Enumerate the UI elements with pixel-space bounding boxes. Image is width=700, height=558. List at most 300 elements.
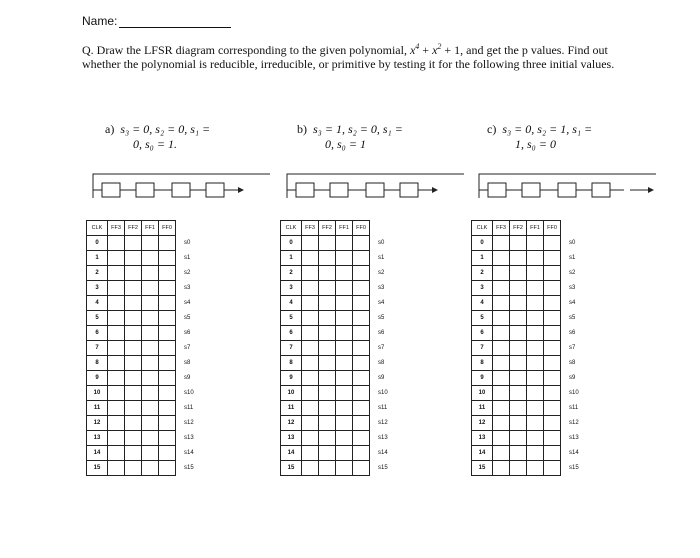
ff-cell[interactable] <box>493 431 510 446</box>
ff-cell[interactable] <box>493 401 510 416</box>
header-ff3: FF3 <box>493 221 510 236</box>
ff-cell[interactable] <box>142 461 159 476</box>
ff-cell[interactable] <box>527 236 544 251</box>
s-label: s13 <box>378 435 388 441</box>
ff-cell[interactable] <box>493 416 510 431</box>
ff-cell[interactable] <box>353 281 370 296</box>
ff-cell[interactable] <box>510 266 527 281</box>
ff-cell[interactable] <box>336 401 353 416</box>
ff-cell[interactable] <box>544 416 561 431</box>
poly-x4-base: x <box>409 43 416 57</box>
ff-cell[interactable] <box>527 266 544 281</box>
ff-cell[interactable] <box>510 371 527 386</box>
clk-cell: 12 <box>87 416 108 431</box>
ff-cell[interactable] <box>142 236 159 251</box>
ff-cell[interactable] <box>544 431 561 446</box>
ff-cell[interactable] <box>319 236 336 251</box>
ff-cell[interactable] <box>302 341 319 356</box>
ff-cell[interactable] <box>544 236 561 251</box>
ff-cell[interactable] <box>336 431 353 446</box>
ff-cell[interactable] <box>142 401 159 416</box>
ff-cell[interactable] <box>353 461 370 476</box>
ff-cell[interactable] <box>544 281 561 296</box>
ff-cell[interactable] <box>302 326 319 341</box>
ff-cell[interactable] <box>159 416 176 431</box>
ff-cell[interactable] <box>159 251 176 266</box>
ff-cell[interactable] <box>510 236 527 251</box>
ff-cell[interactable] <box>353 446 370 461</box>
table-row <box>472 416 594 431</box>
clk-cell: 7 <box>472 341 493 356</box>
ff-cell[interactable] <box>353 416 370 431</box>
ff-cell[interactable] <box>302 446 319 461</box>
ff-cell[interactable] <box>142 311 159 326</box>
ff-cell[interactable] <box>125 371 142 386</box>
ff-cell[interactable] <box>544 266 561 281</box>
header-ff2: FF2 <box>319 221 336 236</box>
ff-cell[interactable] <box>319 341 336 356</box>
ff-cell[interactable] <box>544 386 561 401</box>
poly-x4-exp: 4 <box>415 42 420 51</box>
lfsr-diagram-a <box>88 170 278 200</box>
ff-cell[interactable] <box>510 311 527 326</box>
ff-cell[interactable] <box>159 431 176 446</box>
table-row <box>87 386 209 401</box>
ff-cell[interactable] <box>527 281 544 296</box>
ff-cell[interactable] <box>302 371 319 386</box>
table-row <box>281 371 403 386</box>
part-a <box>105 122 275 152</box>
ff-cell[interactable] <box>159 401 176 416</box>
ff-cell[interactable] <box>108 386 125 401</box>
table-row <box>87 311 209 326</box>
ff-cell[interactable] <box>319 281 336 296</box>
ff-cell[interactable] <box>302 311 319 326</box>
s-label: s12 <box>569 420 579 426</box>
ff-cell[interactable] <box>353 311 370 326</box>
ff-cell[interactable] <box>108 251 125 266</box>
ff-cell[interactable] <box>353 371 370 386</box>
ff-cell[interactable] <box>353 431 370 446</box>
ff-cell[interactable] <box>527 371 544 386</box>
ff-cell[interactable] <box>108 326 125 341</box>
ff-cell[interactable] <box>302 416 319 431</box>
ff-cell[interactable] <box>527 311 544 326</box>
ff-cell[interactable] <box>353 386 370 401</box>
ff-cell[interactable] <box>319 251 336 266</box>
ff-cell[interactable] <box>108 296 125 311</box>
ff-cell[interactable] <box>336 461 353 476</box>
s-label: s3 <box>184 285 191 291</box>
s-label: s6 <box>378 330 385 336</box>
ff-cell[interactable] <box>510 446 527 461</box>
s-label: s1 <box>184 255 191 261</box>
ff-cell[interactable] <box>108 416 125 431</box>
ff-cell[interactable] <box>108 236 125 251</box>
clk-cell: 8 <box>472 356 493 371</box>
header-row <box>281 221 403 236</box>
ff-cell[interactable] <box>493 326 510 341</box>
ff-cell[interactable] <box>544 371 561 386</box>
ff-cell[interactable] <box>159 371 176 386</box>
part-b-line1: s₃ = 1, s₂ = 0, s₁ = <box>313 122 403 136</box>
ff-cell[interactable] <box>544 311 561 326</box>
table-row <box>281 326 403 341</box>
s-label: s11 <box>569 405 579 411</box>
ff0-box <box>206 183 224 197</box>
ff-cell[interactable] <box>142 386 159 401</box>
ff-cell[interactable] <box>125 311 142 326</box>
ff-cell[interactable] <box>159 311 176 326</box>
ff-cell[interactable] <box>336 446 353 461</box>
ff-cell[interactable] <box>142 341 159 356</box>
clk-cell: 4 <box>281 296 302 311</box>
ff-cell[interactable] <box>142 371 159 386</box>
ff-cell[interactable] <box>142 251 159 266</box>
s-label: s7 <box>378 345 385 351</box>
ff-cell[interactable] <box>125 416 142 431</box>
ff-cell[interactable] <box>510 356 527 371</box>
ff-cell[interactable] <box>544 356 561 371</box>
ff-cell[interactable] <box>336 386 353 401</box>
header-ff3: FF3 <box>108 221 125 236</box>
ff-cell[interactable] <box>159 341 176 356</box>
part-c <box>487 122 657 152</box>
header-ff1: FF1 <box>336 221 353 236</box>
s-label: s0 <box>378 240 385 246</box>
ff-cell[interactable] <box>527 416 544 431</box>
ff-cell[interactable] <box>336 296 353 311</box>
table-row <box>281 251 403 266</box>
ff-cell[interactable] <box>159 296 176 311</box>
state-table-c <box>471 220 594 476</box>
clk-cell: 14 <box>472 446 493 461</box>
ff-cell[interactable] <box>302 461 319 476</box>
clk-cell: 11 <box>472 401 493 416</box>
s-label: s8 <box>569 360 576 366</box>
ff-cell[interactable] <box>108 371 125 386</box>
table-row <box>87 296 209 311</box>
clk-cell: 12 <box>472 416 493 431</box>
s-label: s0 <box>569 240 576 246</box>
ff-cell[interactable] <box>527 296 544 311</box>
ff-cell[interactable] <box>142 446 159 461</box>
header-spacer <box>176 221 209 236</box>
clk-cell: 6 <box>87 326 108 341</box>
ff-cell[interactable] <box>493 281 510 296</box>
header-ff0: FF0 <box>353 221 370 236</box>
table-row <box>281 416 403 431</box>
clk-cell: 6 <box>281 326 302 341</box>
ff-cell[interactable] <box>353 341 370 356</box>
ff-cell[interactable] <box>142 296 159 311</box>
ff-cell[interactable] <box>353 266 370 281</box>
ff-cell[interactable] <box>108 401 125 416</box>
clk-cell: 13 <box>281 431 302 446</box>
clk-cell: 10 <box>87 386 108 401</box>
name-label: Name: <box>82 14 118 28</box>
table-row <box>281 461 403 476</box>
ff-cell[interactable] <box>108 266 125 281</box>
ff-cell[interactable] <box>544 251 561 266</box>
ff-cell[interactable] <box>527 326 544 341</box>
header-ff0: FF0 <box>159 221 176 236</box>
question-suffix: , and get the p values. Find out whether the polynomial is reducible, irreducible, or primitive by testing it for the following three initial values. <box>82 43 615 71</box>
ff-cell[interactable] <box>353 356 370 371</box>
poly-plus: + <box>419 43 433 57</box>
ff-cell[interactable] <box>493 266 510 281</box>
clk-cell: 13 <box>87 431 108 446</box>
ff-cell[interactable] <box>159 461 176 476</box>
ff-cell[interactable] <box>125 446 142 461</box>
ff-cell[interactable] <box>336 416 353 431</box>
ff-cell[interactable] <box>302 431 319 446</box>
ff-cell[interactable] <box>510 461 527 476</box>
ff-cell[interactable] <box>125 296 142 311</box>
ff-cell[interactable] <box>544 461 561 476</box>
table-row <box>472 266 594 281</box>
ff-cell[interactable] <box>159 236 176 251</box>
ff-cell[interactable] <box>544 296 561 311</box>
ff-cell[interactable] <box>302 356 319 371</box>
ff-cell[interactable] <box>336 236 353 251</box>
part-a-line1: s₃ = 0, s₂ = 0, s₁ = <box>120 122 211 136</box>
ff-cell[interactable] <box>319 266 336 281</box>
ff-cell[interactable] <box>353 296 370 311</box>
ff-cell[interactable] <box>544 326 561 341</box>
s-label: s3 <box>569 285 576 291</box>
ff-cell[interactable] <box>336 356 353 371</box>
s-label: s4 <box>569 300 576 306</box>
clk-cell: 2 <box>472 266 493 281</box>
table-row <box>472 401 594 416</box>
ff-cell[interactable] <box>108 356 125 371</box>
clk-cell: 5 <box>281 311 302 326</box>
ff-cell[interactable] <box>142 356 159 371</box>
ff-cell[interactable] <box>527 341 544 356</box>
ff-cell[interactable] <box>336 341 353 356</box>
ff-cell[interactable] <box>108 431 125 446</box>
ff-cell[interactable] <box>319 386 336 401</box>
clk-cell: 1 <box>472 251 493 266</box>
s-label: s10 <box>184 390 194 396</box>
ff-cell[interactable] <box>302 281 319 296</box>
ff-cell[interactable] <box>125 266 142 281</box>
header-ff2: FF2 <box>125 221 142 236</box>
s-label: s13 <box>184 435 194 441</box>
ff-cell[interactable] <box>493 386 510 401</box>
ff-cell[interactable] <box>510 401 527 416</box>
ff-cell[interactable] <box>353 401 370 416</box>
table-row <box>281 236 403 251</box>
ff-cell[interactable] <box>142 281 159 296</box>
ff-cell[interactable] <box>353 251 370 266</box>
ff-cell[interactable] <box>302 296 319 311</box>
lfsr-diagram-b <box>282 170 472 200</box>
ff-cell[interactable] <box>493 236 510 251</box>
ff-cell[interactable] <box>142 326 159 341</box>
name-row <box>82 14 231 28</box>
question-prefix: Q. Draw the LFSR diagram corresponding to the given polynomial, <box>82 43 410 57</box>
table-row <box>472 341 594 356</box>
s-label: s8 <box>184 360 191 366</box>
ff-cell[interactable] <box>142 431 159 446</box>
s-label: s9 <box>569 375 576 381</box>
ff-cell[interactable] <box>125 431 142 446</box>
ff-cell[interactable] <box>544 401 561 416</box>
ff-cell[interactable] <box>159 326 176 341</box>
table-row <box>87 371 209 386</box>
clk-cell: 3 <box>87 281 108 296</box>
ff-cell[interactable] <box>302 401 319 416</box>
ff-cell[interactable] <box>159 446 176 461</box>
ff-cell[interactable] <box>527 386 544 401</box>
question-text <box>82 40 642 71</box>
ff-cell[interactable] <box>527 401 544 416</box>
ff-cell[interactable] <box>527 356 544 371</box>
ff-cell[interactable] <box>527 431 544 446</box>
clk-cell: 4 <box>472 296 493 311</box>
output-arrow <box>238 187 244 193</box>
table-row <box>87 431 209 446</box>
ff-cell[interactable] <box>159 266 176 281</box>
ff-cell[interactable] <box>319 446 336 461</box>
name-blank-line[interactable] <box>119 15 231 28</box>
ff2-box <box>136 183 154 197</box>
ff-cell[interactable] <box>510 296 527 311</box>
ff-cell[interactable] <box>336 311 353 326</box>
ff-cell[interactable] <box>319 371 336 386</box>
table-row <box>472 251 594 266</box>
table-row <box>281 296 403 311</box>
s-label: s7 <box>184 345 191 351</box>
ff-cell[interactable] <box>527 251 544 266</box>
ff-cell[interactable] <box>125 341 142 356</box>
ff-cell[interactable] <box>527 446 544 461</box>
table-row <box>472 461 594 476</box>
s-label: s1 <box>569 255 576 261</box>
table-row <box>87 281 209 296</box>
ff-cell[interactable] <box>510 416 527 431</box>
ff-cell[interactable] <box>125 236 142 251</box>
table-row <box>87 341 209 356</box>
ff-cell[interactable] <box>108 341 125 356</box>
ff-cell[interactable] <box>493 311 510 326</box>
ff-cell[interactable] <box>319 326 336 341</box>
ff-cell[interactable] <box>319 401 336 416</box>
ff-cell[interactable] <box>544 341 561 356</box>
ff-cell[interactable] <box>493 371 510 386</box>
ff-cell[interactable] <box>319 461 336 476</box>
header-ff3: FF3 <box>302 221 319 236</box>
ff-cell[interactable] <box>319 416 336 431</box>
ff-cell[interactable] <box>108 461 125 476</box>
ff-cell[interactable] <box>336 371 353 386</box>
header-ff2: FF2 <box>510 221 527 236</box>
ff-cell[interactable] <box>125 326 142 341</box>
ff-cell[interactable] <box>125 281 142 296</box>
table-row <box>472 326 594 341</box>
ff-cell[interactable] <box>336 281 353 296</box>
ff-cell[interactable] <box>510 326 527 341</box>
poly-tail: + 1 <box>441 43 461 57</box>
ff-cell[interactable] <box>353 326 370 341</box>
ff-cell[interactable] <box>302 236 319 251</box>
ff-cell[interactable] <box>125 386 142 401</box>
header-ff0: FF0 <box>544 221 561 236</box>
s-label: s12 <box>378 420 388 426</box>
s-label: s3 <box>378 285 385 291</box>
clk-cell: 15 <box>87 461 108 476</box>
ff-cell[interactable] <box>125 251 142 266</box>
clk-cell: 1 <box>281 251 302 266</box>
ff-cell[interactable] <box>493 461 510 476</box>
ff-cell[interactable] <box>510 341 527 356</box>
ff-cell[interactable] <box>319 431 336 446</box>
s-label: s13 <box>569 435 579 441</box>
ff-cell[interactable] <box>510 251 527 266</box>
ff-cell[interactable] <box>510 281 527 296</box>
ff-cell[interactable] <box>302 386 319 401</box>
clk-cell: 14 <box>281 446 302 461</box>
table-row <box>87 416 209 431</box>
ff-cell[interactable] <box>336 266 353 281</box>
ff-cell[interactable] <box>527 461 544 476</box>
s-label: s5 <box>378 315 385 321</box>
ff-cell[interactable] <box>108 446 125 461</box>
ff-cell[interactable] <box>142 416 159 431</box>
ff-cell[interactable] <box>493 341 510 356</box>
part-a-line2: 0, s₀ = 1. <box>133 137 177 151</box>
ff-cell[interactable] <box>319 296 336 311</box>
ff-cell[interactable] <box>319 356 336 371</box>
ff-cell[interactable] <box>302 251 319 266</box>
ff-cell[interactable] <box>125 461 142 476</box>
ff-cell[interactable] <box>493 251 510 266</box>
ff-cell[interactable] <box>125 356 142 371</box>
clk-cell: 10 <box>472 386 493 401</box>
ff-cell[interactable] <box>302 266 319 281</box>
ff-cell[interactable] <box>493 296 510 311</box>
ff-cell[interactable] <box>159 281 176 296</box>
header-clk: CLK <box>281 221 302 236</box>
ff-cell[interactable] <box>510 431 527 446</box>
clk-cell: 3 <box>472 281 493 296</box>
ff-cell[interactable] <box>493 356 510 371</box>
ff-cell[interactable] <box>544 446 561 461</box>
s-label: s12 <box>184 420 194 426</box>
ff-cell[interactable] <box>510 386 527 401</box>
ff-cell[interactable] <box>142 266 159 281</box>
s-label: s9 <box>184 375 191 381</box>
clk-cell: 11 <box>87 401 108 416</box>
ff-cell[interactable] <box>108 311 125 326</box>
ff-cell[interactable] <box>108 281 125 296</box>
ff-cell[interactable] <box>125 401 142 416</box>
ff1-box <box>172 183 190 197</box>
s-label: s2 <box>378 270 385 276</box>
ff-cell[interactable] <box>493 446 510 461</box>
s-label: s10 <box>569 390 579 396</box>
ff-cell[interactable] <box>159 356 176 371</box>
ff-cell[interactable] <box>336 251 353 266</box>
ff-cell[interactable] <box>336 326 353 341</box>
ff-cell[interactable] <box>319 311 336 326</box>
table-row <box>472 386 594 401</box>
s-label: s6 <box>184 330 191 336</box>
ff-cell[interactable] <box>353 236 370 251</box>
ff-cell[interactable] <box>159 386 176 401</box>
